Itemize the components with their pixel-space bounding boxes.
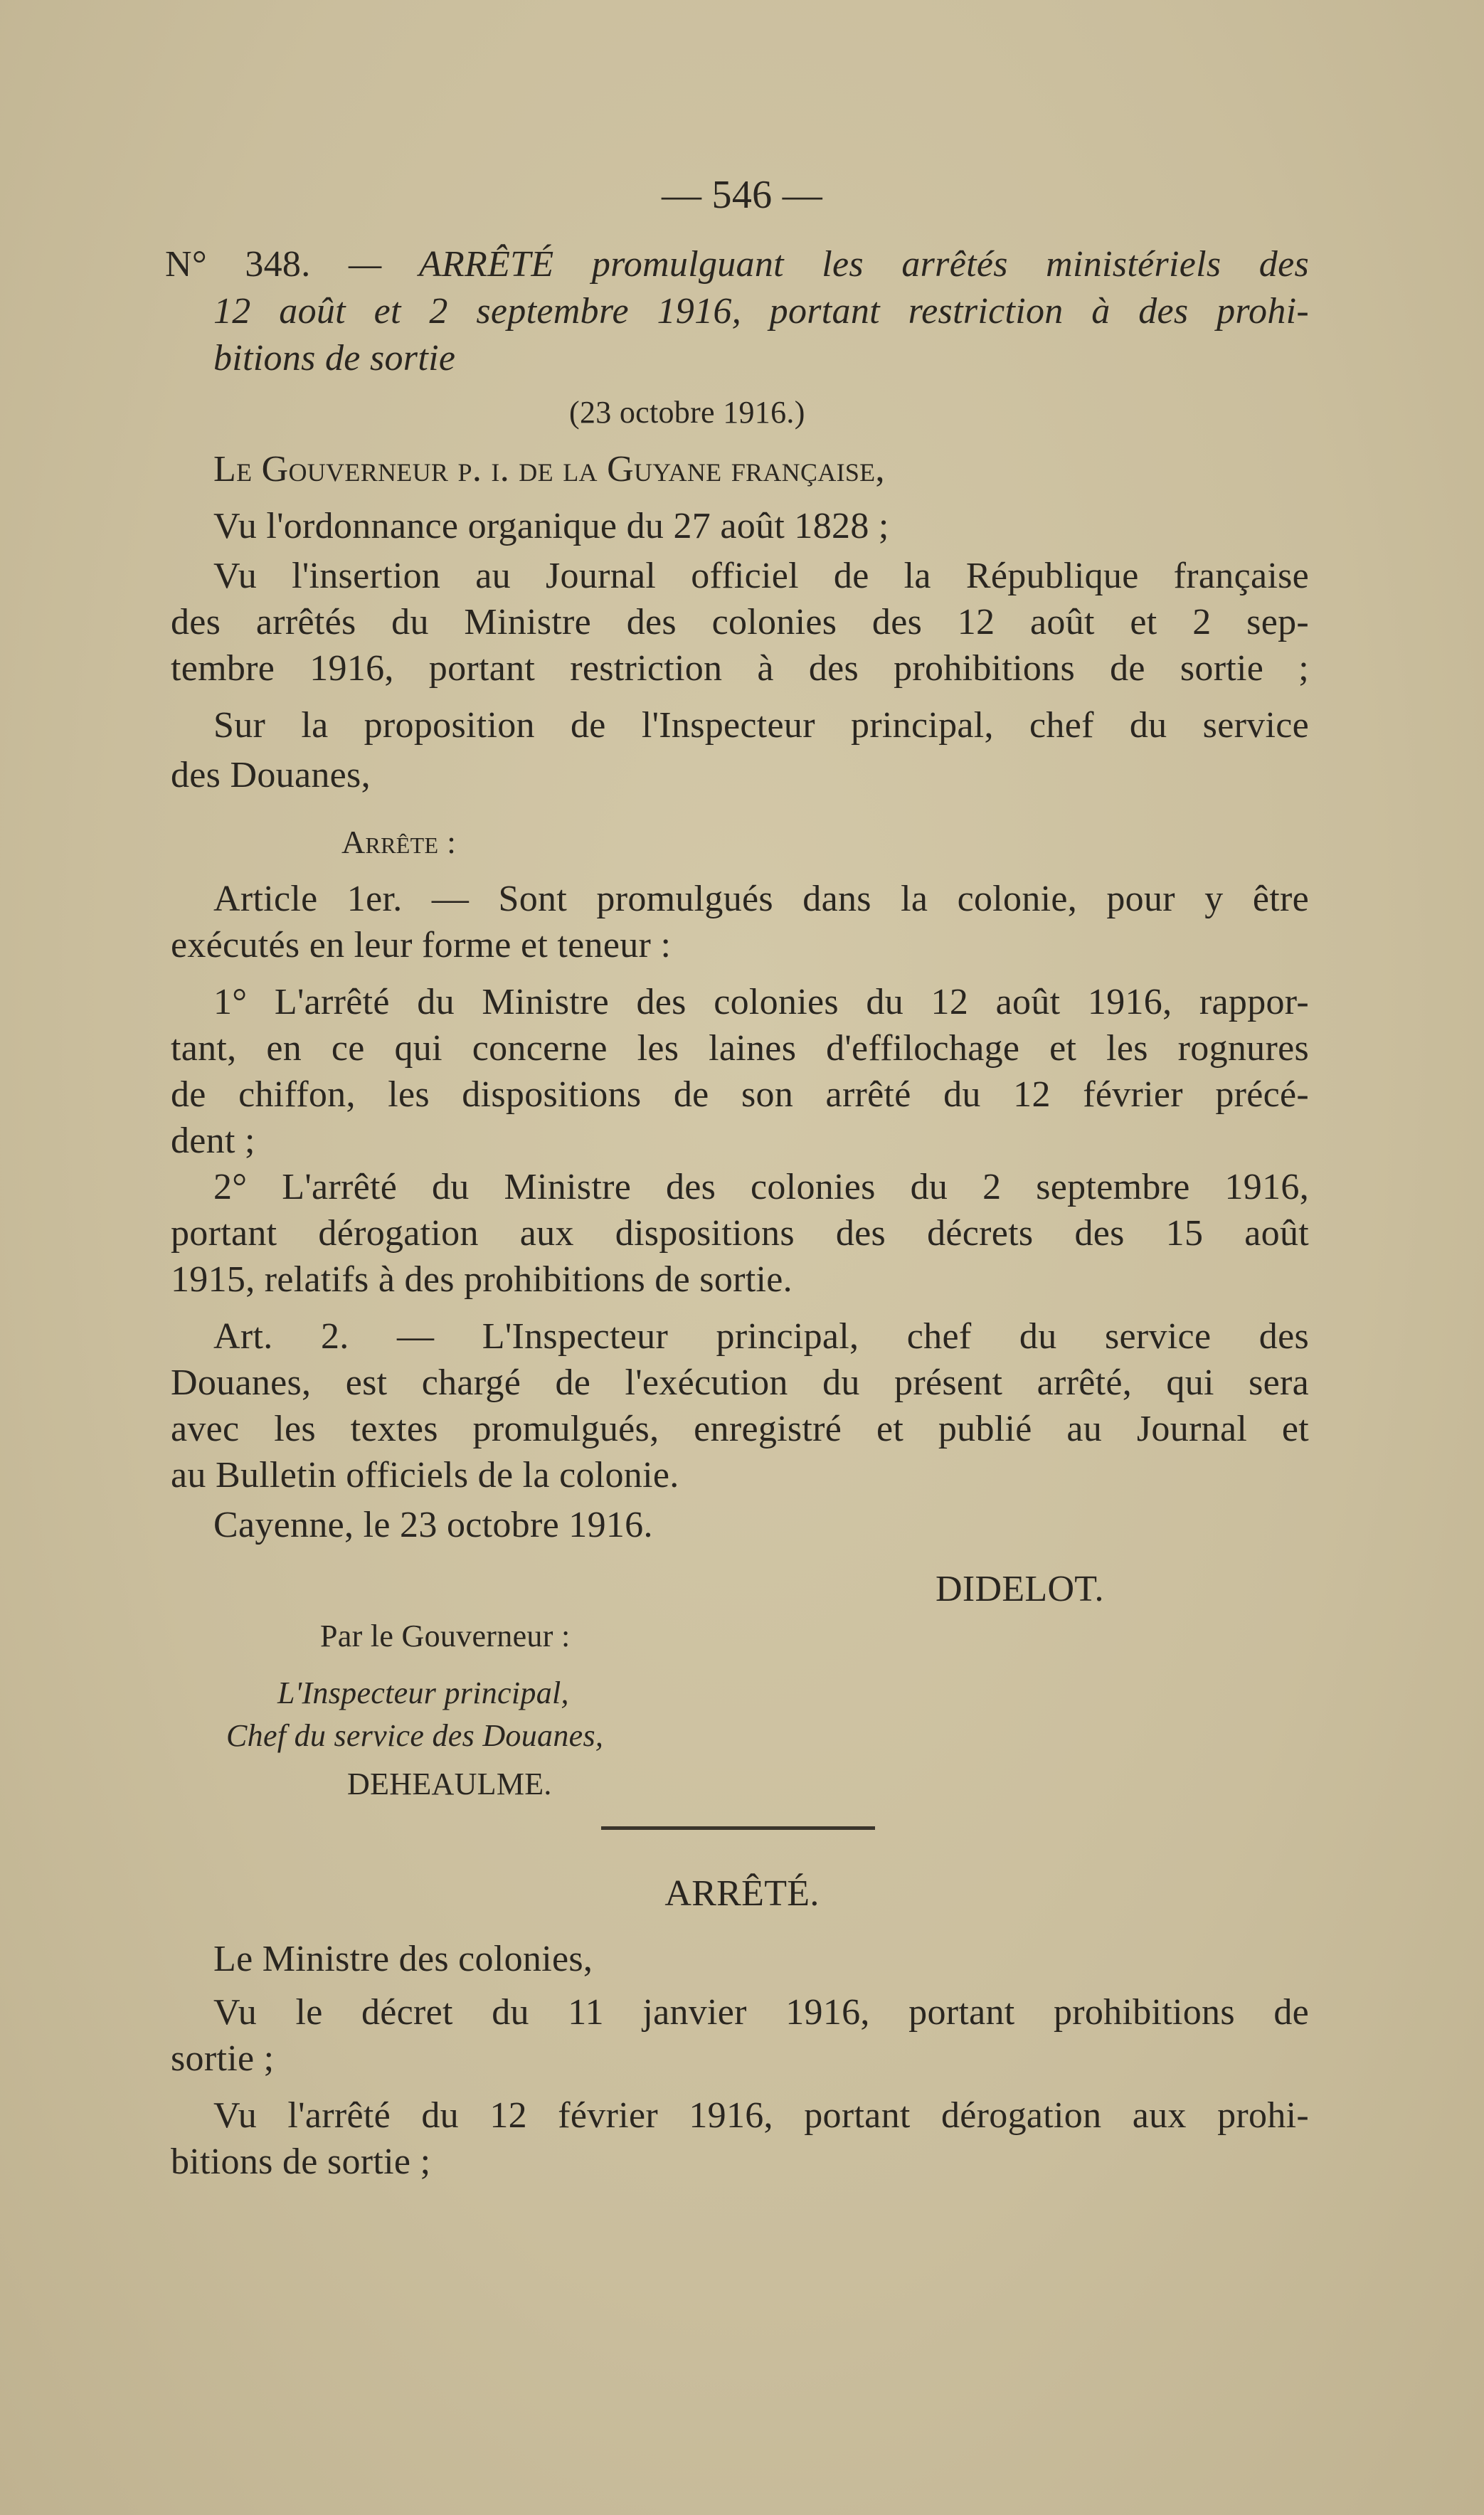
body-line-12: tant, en ce qui concerne les laines d'effilochage et les rognures: [171, 1028, 1309, 1069]
body2-line-2: Vu le décret du 11 janvier 1916, portant prohibitions de: [213, 1992, 1309, 2033]
decree-number: N° 348.: [165, 244, 311, 285]
body2-line-4: Vu l'arrêté du 12 février 1916, portant dérogation aux prohi-: [213, 2095, 1309, 2136]
body-line-6: Sur la proposition de l'Inspecteur principal, chef du service: [213, 705, 1309, 746]
page-number: — 546 —: [661, 173, 823, 217]
body-line-3: Vu l'insertion au Journal officiel de la République française: [213, 556, 1309, 596]
date-place: Cayenne, le 23 octobre 1916.: [213, 1505, 653, 1545]
decree-title-1: — ARRÊTÉ promulguant les arrêtés ministériels des: [348, 244, 1309, 285]
body-line-4: des arrêtés du Ministre des colonies des 12 août et 2 sep-: [171, 602, 1309, 642]
body-line-1: Le Gouverneur p. i. de la Guyane française,: [213, 449, 885, 489]
signature-didelot: DIDELOT.: [936, 1569, 1104, 1609]
body-line-17: 1915, relatifs à des prohibitions de sortie.: [171, 1259, 793, 1300]
body-line-2: Vu l'ordonnance organique du 27 août 1828 ;: [213, 506, 889, 546]
decree-title-2: 12 août et 2 septembre 1916, portant restriction à des prohi-: [213, 291, 1309, 332]
decree-date: (23 octobre 1916.): [569, 395, 805, 430]
body-line-16: portant dérogation aux dispositions des décrets des 15 août: [171, 1213, 1309, 1254]
heading-line-1: [165, 242, 1309, 287]
body-line-14: dent ;: [171, 1121, 255, 1161]
inspecteur-name: DEHEAULME.: [347, 1767, 552, 1801]
body2-line-5: bitions de sortie ;: [171, 2141, 431, 2182]
article-2: Art. 2. — L'Inspecteur principal, chef du service des: [213, 1316, 1309, 1357]
arrete-label: Arrête :: [341, 824, 457, 860]
article-1: Article 1er. — Sont promulgués dans la colonie, pour y être: [213, 879, 1309, 919]
separator-rule: [601, 1826, 875, 1830]
body-line-5: tembre 1916, portant restriction à des prohibitions de sortie ;: [171, 648, 1309, 689]
par-le-gouverneur: Par le Gouverneur :: [320, 1619, 571, 1653]
body-line-15: 2° L'arrêté du Ministre des colonies du 2 septembre 1916,: [213, 1167, 1309, 1207]
body-line-21: au Bulletin officiels de la colonie.: [171, 1455, 679, 1495]
body-line-11: 1° L'arrêté du Ministre des colonies du 12 août 1916, rappor-: [213, 982, 1309, 1022]
body-line-19: Douanes, est chargé de l'exécution du présent arrêté, qui sera: [171, 1362, 1309, 1403]
inspecteur-line-2: Chef du service des Douanes,: [226, 1718, 604, 1753]
body-line-20: avec les textes promulgués, enregistré et publié au Journal et: [171, 1409, 1309, 1449]
decree-title-3: bitions de sortie: [213, 338, 456, 378]
body-line-13: de chiffon, les dispositions de son arrêté du 12 février précé-: [171, 1074, 1309, 1115]
body-line-7: des Douanes,: [171, 755, 371, 795]
section-title: ARRÊTÉ.: [664, 1873, 820, 1914]
body2-line-3: sortie ;: [171, 2038, 275, 2079]
body-line-10: exécutés en leur forme et teneur :: [171, 925, 672, 965]
inspecteur-line-1: L'Inspecteur principal,: [277, 1675, 569, 1710]
body2-line-1: Le Ministre des colonies,: [213, 1939, 593, 1979]
